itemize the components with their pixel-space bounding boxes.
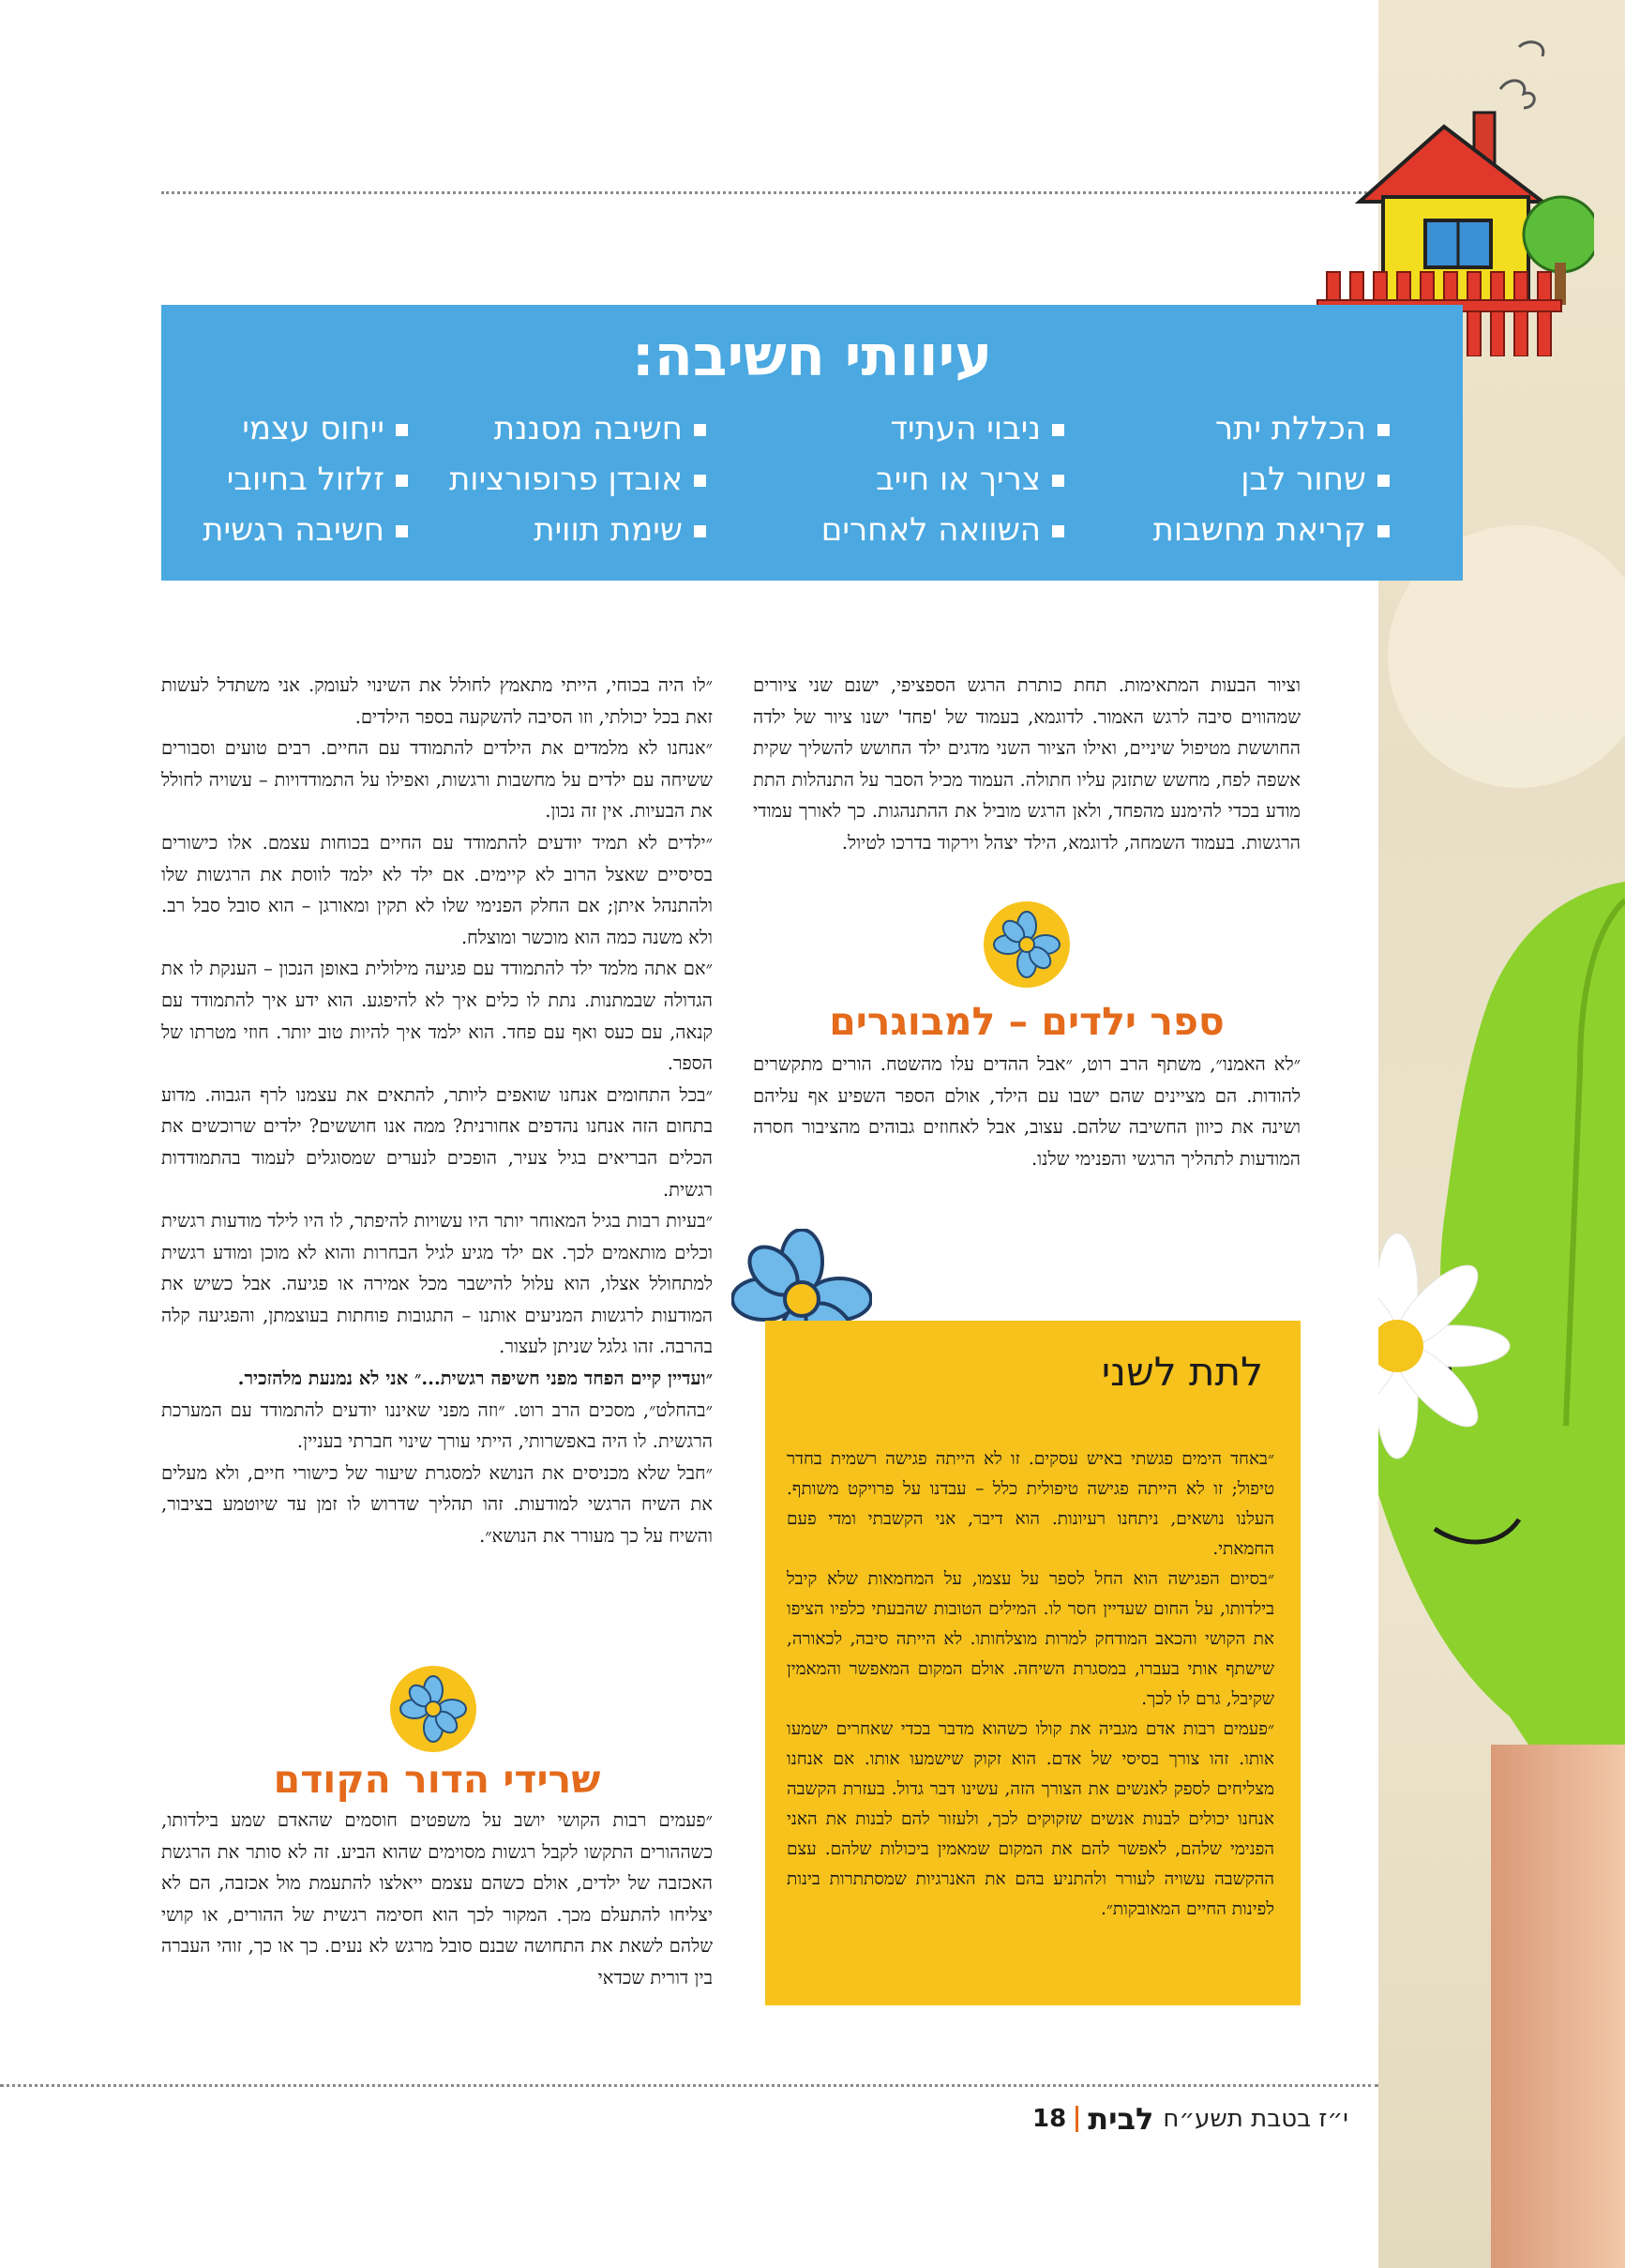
callout-item: ניבוי העתיד (821, 410, 1064, 447)
interviewer-question: ״ועדיין קיים הפחד מפני חשיפה רגשית...״ אני לא נמנעת מלהזכיר. (237, 1368, 713, 1390)
magazine-brand: לבית (1088, 2101, 1154, 2137)
bottom-dotted-rule (0, 2084, 1378, 2087)
bullet-square-icon (1052, 525, 1064, 537)
paragraph: ״בהחלט״, מסכים הרב רוט. ״וזה מפני שאיננו יודעים להתמודד עם המערכת הרגשית. לו היה באפשרותי, הייתי עורך שינוי חברתי בעניין. (161, 1399, 713, 1453)
section-title-previous-generation: שרידי הדור הקודם (273, 1757, 601, 1802)
page-footer (1032, 2101, 1348, 2137)
paragraph: ״ילדים לא תמיד יודעים להתמודד עם החיים בכוחות עצמם. אלו כישורים בסיסיים שאצל הרוב לא קיימים. אם ילד לא ילמד לווסת את הרגשות שלו ולהתנהל איתן; אם החלק הפנימי שלו לא תקין ומאורגן – הוא סובל סבל רב. ולא משנה כמה הוא מוכשר ומוצלח. (161, 831, 713, 948)
page-number: 18 (1032, 2105, 1067, 2133)
paragraph: ״בעיות רבות בגיל המאוחר יותר היו עשויות להיפתר, לו היו לילד מודעות רגשית וכלים מותאמים לכך. אם ילד מגיע לגיל הבחרות והוא לא מוכן ומודע רגשית למתחולל אצלו, הוא עלול להישבר מכל אמירה או פגיעה. אבל כשיש את המודעות לרגשות המניעים אותנו – התגובות פוחתות בעוצמתן, והפגיעה קלה בהרבה. זהו גלגל שניתן לעצור. (161, 1210, 713, 1358)
bullet-square-icon (694, 424, 706, 436)
left-column-section-body (161, 1805, 713, 1994)
bullet-square-icon (694, 475, 706, 487)
right-column-intro (753, 670, 1301, 859)
flower-badge-icon (983, 900, 1071, 989)
cognitive-distortions-callout (161, 305, 1463, 581)
callout-item: חשיבה מסננת (449, 410, 706, 447)
sidebar-title: לתת לשני (1101, 1349, 1263, 1395)
top-dotted-rule (161, 191, 1378, 194)
issue-date: י״ז בטבת תשע״ח (1163, 2105, 1348, 2133)
left-column-body (161, 670, 713, 1552)
bullet-square-icon (396, 424, 408, 436)
paragraph: ״אם אתה מלמד ילד להתמודד עם פגיעה מילולית באופן הנכון – הענקת לו את הגדולה שבמתנות. נתת לו כלים איך לא להיפגע. הוא ידע איך להתמודד עם קנאה, עם כעס ואף עם פחד. הוא ילמד איך להיות טוב יותר. חוזי מטרתו של הספר. (161, 958, 713, 1075)
callout-item: ייחוס עצמי (203, 410, 408, 447)
bullet-square-icon (396, 475, 408, 487)
paragraph: ״פעמים רבות אדם מגביה את קולו כשהוא מדבר בכדי שאחרים ישמעו אותו. זהו צורך בסיסי של אדם. הוא זקוק שישמעו אותו. אם אנחנו מצליחים לספק לאנשים את הצורך הזה, עשינו דבר גדול. בעזרת הקשבה אנחנו יכולים לבנות אנשים שזקוקים לכך, ולעזור להם לבנות את האני הפנימי שלהם, לאפשר להם את המקום שמאמין ביכולות שלהם. עצם ההקשבה עשויה לעורר ולהתניע בהם את האנרגיות שמסתתרות בינות לפינות החיים המאובקות״. (787, 1719, 1274, 1919)
bullet-square-icon (1052, 424, 1064, 436)
callout-item: זלזול בחיובי (203, 461, 408, 498)
callout-item: השוואה לאחרים (821, 511, 1064, 549)
callout-item: שחור לבן (1153, 461, 1390, 498)
callout-column-4 (203, 410, 408, 549)
bullet-square-icon (396, 525, 408, 537)
bullet-square-icon (1377, 475, 1390, 487)
sidebar-body (787, 1444, 1274, 1925)
give-to-others-sidebar (765, 1321, 1301, 2005)
flower-badge-icon (389, 1665, 477, 1753)
footer-separator (1076, 2106, 1078, 2132)
callout-title: עיוותי חשיבה: (631, 324, 993, 389)
callout-item: צריך או חייב (821, 461, 1064, 498)
paragraph: וציור הבעות המתאימות. תחת כותרת הרגש הספציפי, ישנם שני ציורים שמהווים סיבה לרגש האמור. לדוגמא, בעמוד של 'פחד' ישנו ציור של ילדה החוששת מטיפול שיניים, ואילו הציור השני מדגים ילד החושש להשליך שקית אשפה לפח, מחשש שתזנק עליו חתולה. העמוד מכיל הסבר על התנהלות התת מודע בכדי להימנע מהפחד, ולאן הרגש מוביל את ההתנהגות. כך לאורך עמודי הרגשות. בעמוד השמחה, לדוגמא, הילד יצהל וירקוד בדרכו לטיול. (753, 674, 1301, 854)
callout-column-2 (821, 410, 1064, 549)
callout-column-1 (1153, 410, 1390, 549)
paragraph: ״פעמים רבות הקושי יושב על משפטים חוסמים שהאדם שמע בילדותו, כשההורים התקשו לקבל רגשות מסוימים שהוא הביע. זה לא סותר את הרגשת האכזבה של ילדים, אולם כשהם עצמם ייאלצו להתעמת מול אכזבה, הם לא יצליחו להתעלם מכך. המקור לכך הוא חסימה רגשית של ההורים, או קושי שלהם לשאת את התחושה שבנם סובל מרגש לא נעים. כך או כך, זוהי העברה בין דורית שכדאי (161, 1809, 713, 1988)
callout-item: אובדן פרופורציות (449, 461, 706, 498)
bullet-square-icon (1377, 424, 1390, 436)
bullet-square-icon (1377, 525, 1390, 537)
paragraph: ״לא האמנו״, משתף הרב רוט, ״אבל ההדים עלו מהשטח. הורים מתקשרים להודות. הם מציינים שהם ישבו עם הילד, אולם הספר השפיע אף עליהם ושינה את כיוון החשיבה שלהם. עצוב, אבל לאחוזים גבוהים מהציבור חסרה המודעות לתהליך הרגשי והפנימי שלנו. (753, 1053, 1301, 1170)
callout-item: חשיבה רגשית (203, 511, 408, 549)
right-column-section-body (753, 1049, 1301, 1174)
callout-item: קריאת מחשבות (1153, 511, 1390, 549)
section-title-children-book: ספר ילדים – למבוגרים (829, 999, 1225, 1044)
callout-item: הכללת יתר (1153, 410, 1390, 447)
bullet-square-icon (694, 525, 706, 537)
paragraph: ״חבל שלא מכניסים את הנושא למסגרת שיעור של כישורי חיים, ולא מעלים את השיח הרגשי למודעות. זהו תהליך שדרוש לו זמן עד שיוטמע בציבור, והשיח על כך מעורר את הנושא״. (161, 1461, 713, 1548)
paragraph: ״לו היה בכוחי, הייתי מתאמץ לחולל את השינוי לעומק. אני משתדל לעשות זאת בכל יכולתי, וזו הסיבה להשקעה בספר הילדים. (161, 674, 713, 728)
callout-column-3 (449, 410, 706, 549)
callout-item: שימת תווית (449, 511, 706, 549)
paragraph: ״אנחנו לא מלמדים את הילדים להתמודד עם החיים. רבים טועים וסבורים ששיחה עם ילדים על מחשבות ורגשות, ואפילו על התמודדויות – עשויה לחולל את הבעיות. אין זה נכון. (161, 737, 713, 823)
paragraph: ״בסיום הפגישה הוא החל לספר על עצמו, על המחמאות שלא קיבל בילדותו, על החום שעדיין חסר לו. המילים הטובות שהבעתי כלפיו הציפו את הקושי והכאב המודחק למרות מוצלחותו. לא הייתה סיבה, לכאורה, שישתף אותי בעברו, במסגרת השיחה. אולם המקום המאפשר והמאמין שקיבל, גרם לו לכך. (787, 1569, 1274, 1709)
bullet-square-icon (1052, 475, 1064, 487)
paragraph: ״בכל התחומים אנחנו שואפים ליותר, להתאים את עצמנו לרף הגבוה. מדוע בתחום הזה אנחנו נהדפים אחורנית? ממה אנו חוששים? ילדים שרוכשים את הכלים הבריאים בגיל צעיר, הופכים לנערים שמסוגלים לעמוד בהתמודדות רגשית. (161, 1083, 713, 1201)
paragraph: ״באחד הימים פגשתי באיש עסקים. זו לא הייתה פגישה רשמית בחדר טיפול; זו לא הייתה פגישה טיפולית כלל – עבדנו על פרויקט משותף. העלנו נושאים, ניתחנו רעיונות. הוא דיבר, אני הקשבתי ומדי פעם החמאתי. (787, 1449, 1274, 1559)
